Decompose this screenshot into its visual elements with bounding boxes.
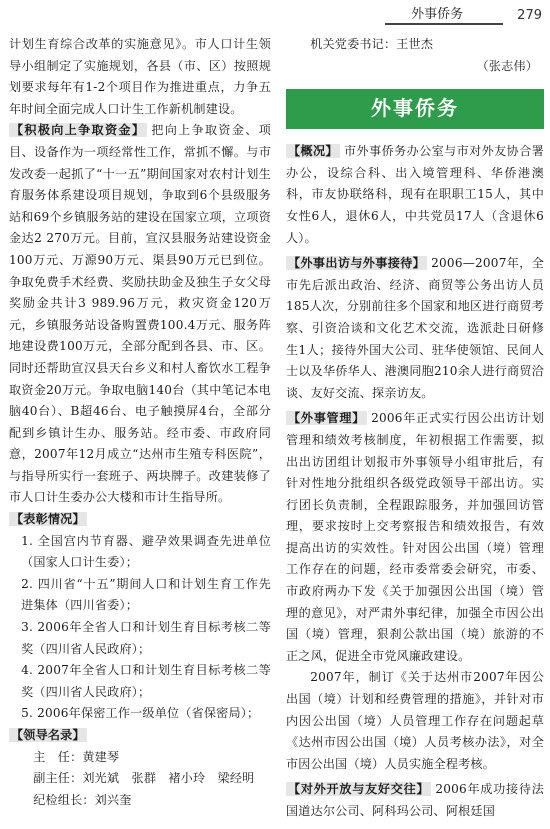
management-text: 2006年正式实行因公出访计划管理和绩效考核制度，年初根据工作需要，拟出出访团组计划报市外事领导小组审批后，有针对性地分批组织各级党政领导干部出访。实行团长负责制，全程跟踪服务，并加强回访管理，要求按时上交考察报告和绩效报告，有效提高出访的实效性。针对因公出国（境）管理工作存在的问题，经市委常委会研究，市委、市政府两办下发《关于加强因公出国（境）管理的意见》，对严肃外事纪律，加强全市因公出国（境）管理，狠刹公款出国（境）旅游的不正之风，促进全市党风廉政建设。 <box>286 411 544 663</box>
party-secretary: 机关党委书记：王世杰 <box>310 37 434 51</box>
paragraph-opening <box>286 779 544 822</box>
leader-entry: 副主任：刘光斌 张群 褚小玲 梁经明 <box>33 771 255 786</box>
top-edge <box>0 0 550 2</box>
award-item: 2. 四川省“十五”期间人口和计划生育工作先进集体（四川省委）； <box>21 576 271 613</box>
heading-leaders-line <box>9 725 271 747</box>
section-banner: 外事侨务 <box>286 89 544 129</box>
funding-text: 把向上争取资金、项目、设备作为一项经常性工作，常抓不懈。与市发改委一起抓了“十一五”期间国家对农村计划生育服务体系建设项目规划，争取到6个县级服务站和69个乡镇服务站的建设在国家立项，立项资金达2 270万元。目前，宣汉县服务站建设资金100万元、万源90万元、渠县90万元已到位。争取免费手术经费、奖励扶助金及独生子女父母奖励金共计3 989.96万元，救灾资金120万元，乡镇服务站设备购置费100.4万元、服务阵地建设费100万元，全部分配到各县、市、区。同时还帮助宣汉县天台乡义和村人畜饮水工程争取资金20万元。争取电脑140台（其中笔记本电脑40台）、B超46台、电子触摸屏4台，全部分配到乡镇计生办、服务站。经市委、市政府同意，2007年12月成立“达州市生殖专科医院”，与指导所实行一套班子、两块牌子。改建装修了市人口计生委办公大楼和市计生指导所。 <box>9 123 271 505</box>
leader-entry: 纪检组长：刘兴奎 <box>33 792 132 807</box>
running-header-section: 外事侨务 <box>385 3 503 25</box>
award-item: 4. 2007年全省人口和计划生育目标考核二等奖（四川省人民政府）； <box>21 663 271 699</box>
paragraph-management-2007: 2007年，制订《关于达州市2007年因公出国（境）计划和经费管理的措施》，并针对市内因公出国（境）人员管理工作存在问题起草《达州市因公出国（境）人员考核办法》，对全市因公出国（境）人员实施全程考核。 <box>286 670 544 771</box>
heading-overview: 【概况】 <box>288 144 339 159</box>
running-header <box>385 3 542 25</box>
paragraph-management <box>286 408 544 667</box>
paragraph-funding <box>9 120 271 509</box>
paragraph-continued: 计划生育综合改革的实施意见》。市人口计生领导小组制定了实施规划，各县（市、区）按照规划要求每年有1-2个项目作为推进重点，力争五年时间全面完成人口计生工作新机制建设。 <box>9 37 271 116</box>
paragraph-overview <box>286 141 544 249</box>
heading-visits: 【外事出访与外事接待】 <box>288 256 426 271</box>
heading-management: 【外事管理】 <box>288 411 366 426</box>
left-column <box>9 34 271 829</box>
reporter-credit: （张志伟） <box>476 58 538 73</box>
heading-leaders: 【领导名录】 <box>11 728 85 742</box>
page-number: 279 <box>517 8 542 23</box>
leader-entry: 主 任：黄建琴 <box>33 749 120 764</box>
heading-funding: 【积极向上争取资金】 <box>11 123 146 138</box>
visits-text: 2006—2007年，全市先后派出政治、经济、商贸等公务出访人员185人次，分别前往多个国家和地区进行商贸考察、引资洽谈和文化艺术交流，选派赴日研修生1人；接待外国大公司、驻华使领馆、民间人士以及华侨华人、港澳同胞210余人进行商贸洽谈、友好交流、探亲访友。 <box>286 256 544 400</box>
right-column <box>286 34 544 829</box>
heading-awards-line <box>9 509 271 531</box>
award-item: 3. 2006年全省人口和计划生育目标考核二等奖（四川省人民政府）； <box>21 620 271 656</box>
paragraph-visits <box>286 253 544 404</box>
opening-text: 2006年成功接待法国道达尔公司、阿科玛公司、阿根廷国 <box>286 782 544 818</box>
award-item: 5. 2006年保密工作一级单位（省保密局）； <box>21 706 260 721</box>
award-item: 1. 全国宫内节育器、避孕效果调查先进单位（国家人口计生委）； <box>21 533 271 570</box>
heading-awards: 【表彰情况】 <box>11 512 85 527</box>
overview-text: 市外事侨务办公室与市对外友协合署办公，设综合科、出入境管理科、华侨港澳科，市友协联络科，现有在职职工15人，其中女性6人，退休6人，中共党员17人（含退休6人）。 <box>286 144 544 245</box>
heading-opening: 【对外开放与友好交往】 <box>288 782 430 797</box>
